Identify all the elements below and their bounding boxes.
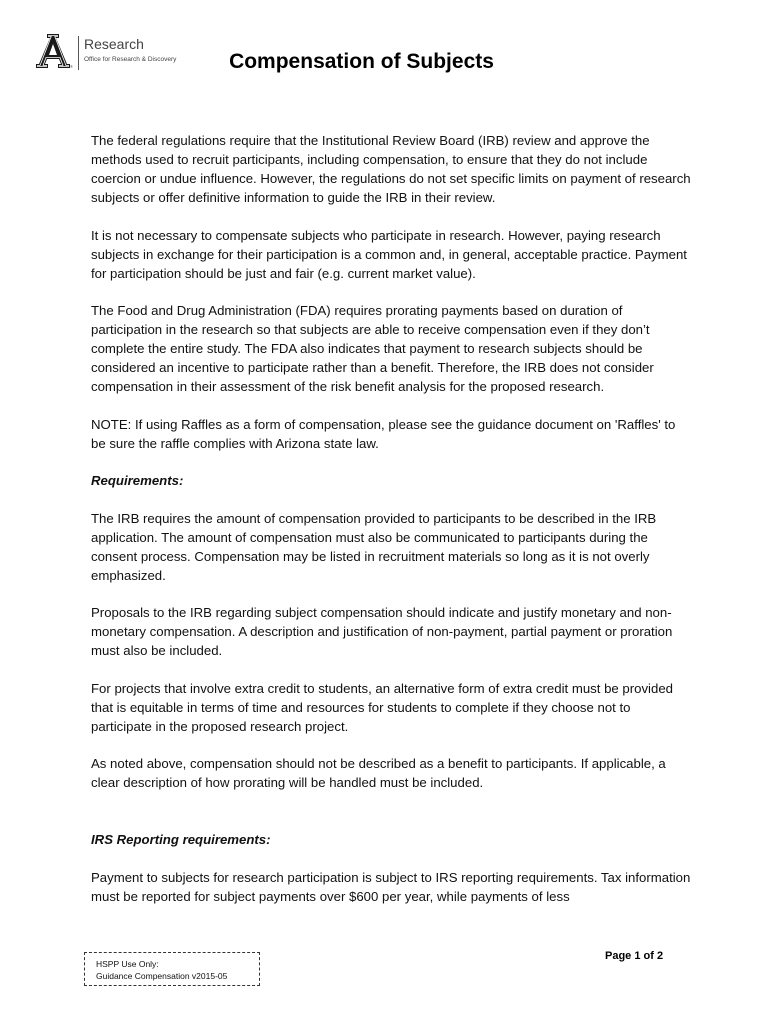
paragraph-irs-payment: Payment to subjects for research participation is subject to IRS reporting requirements. Tax information must be reported for subject payments over $600 per year, while payments of less	[91, 869, 691, 904]
guidance-version-label: Guidance Compensation v2015-05	[96, 971, 228, 981]
paragraph-intro: The federal regulations require that the Institutional Review Board (IRB) review and approve the methods used to recruit participants, including compensation, to ensure that they do not include coercion or undue influence. However, the regulations do not set specific limits on payment of research subjects or offer definitive information to guide the IRB in their review.	[91, 133, 691, 205]
heading-irs-reporting: IRS Reporting requirements:	[91, 832, 271, 847]
page-title: Compensation of Subjects	[229, 50, 494, 73]
paragraph-irb-requires: The IRB requires the amount of compensation provided to participants to be described in the IRB application. The amount of compensation must also be communicated to participants during the consent process. Compensation may be listed in recruitment materials so long as it is not overly emphasized.	[91, 510, 657, 583]
logo-subtitle: Office for Research & Discovery	[84, 56, 177, 63]
hspp-use-only-label: HSPP Use Only:	[96, 959, 159, 969]
paragraph-raffles-note: NOTE: If using Raffles as a form of compensation, please see the guidance document on 'Raffles' to be sure the raffle complies with Arizona state law.	[91, 416, 676, 451]
page-number: Page 1 of 2	[605, 950, 664, 962]
paragraph-not-necessary: It is not necessary to compensate subjects who participate in research. However, paying research subjects in exchange for their participation is a common and, in general, acceptable practice. Payment for participation should be just and fair (e.g. current market value).	[91, 227, 687, 281]
paragraph-fda: The Food and Drug Administration (FDA) requires prorating payments based on duration of participation in the research so that subjects are able to receive compensation even if they don’t complete the entire study. The FDA also indicates that payment to research subjects should be considered an incentive to participate rather than a benefit. Therefore, the IRB does not consider compensation in their assessment of the risk benefit analysis for the proposed research.	[91, 303, 654, 394]
paragraph-noted-above: As noted above, compensation should not be described as a benefit to participants. If applicable, a clear description of how prorating will be handled must be included.	[91, 756, 666, 790]
paragraph-proposals: Proposals to the IRB regarding subject compensation should indicate and justify monetary and non-monetary compensation. A description and justification of non-payment, partial payment or proration must also be included.	[91, 605, 673, 658]
hspp-footer-box	[84, 952, 260, 986]
registered-mark: ®	[70, 64, 73, 69]
document-body	[91, 131, 691, 924]
paragraph-extra-credit: For projects that involve extra credit to students, an alternative form of extra credit must be provided that is equitable in terms of time and resources for students to complete if they choose not to participate in the proposed research project.	[91, 680, 673, 734]
logo-research-text: Research	[84, 36, 144, 52]
heading-requirements: Requirements:	[91, 473, 184, 488]
